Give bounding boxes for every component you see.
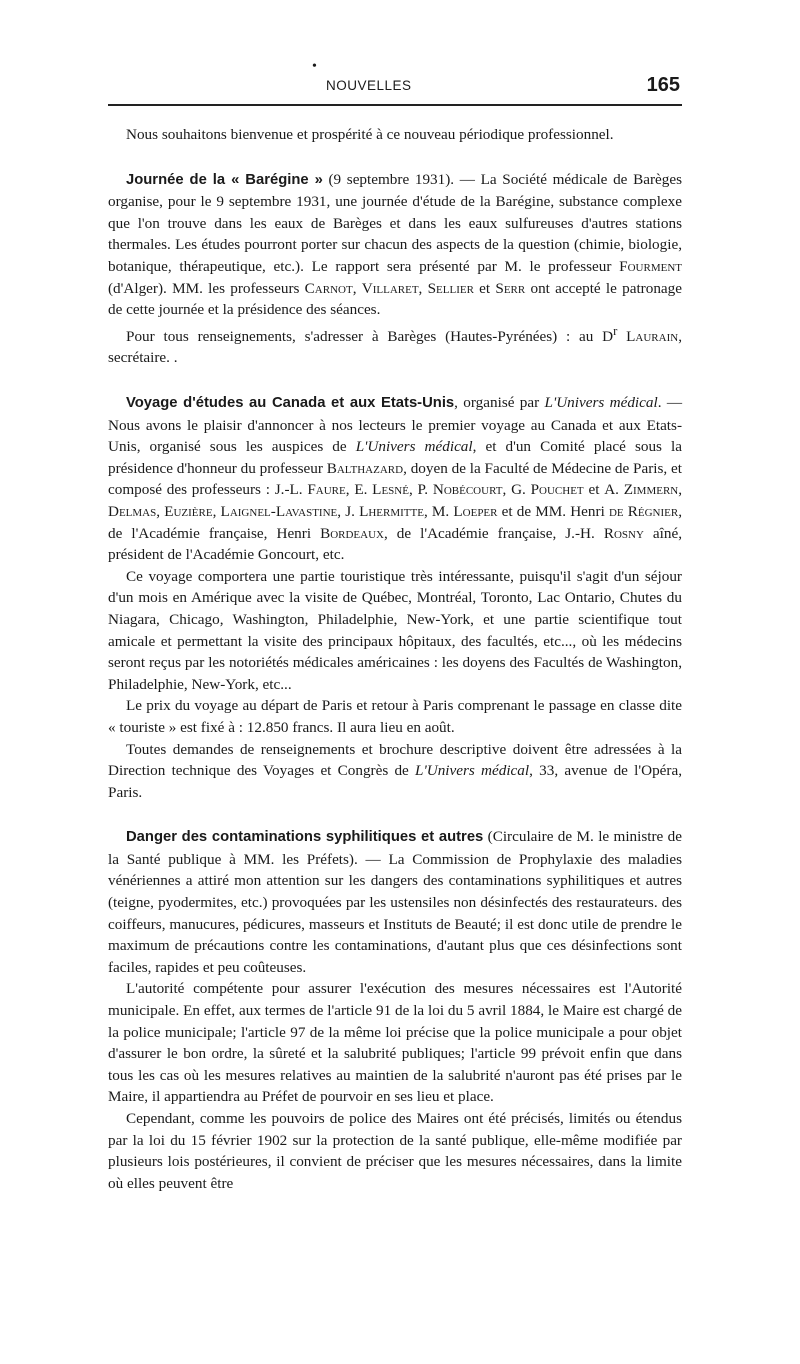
name-laurain: Laurain [626, 327, 679, 345]
baregine-text: Pour tous renseignements, s'adresser à Barèges (Hautes-Pyrénées) : au D [126, 327, 614, 345]
baregine-text: ont accepté le patronage de cette journée et la présidence des séances. [108, 279, 682, 319]
danger-paragraph-2: L'autorité compétente pour assurer l'exécution des mesures nécessaires est l'Autorité municipale. En effet, aux termes de l'article 91 de la loi du 5 avril 1884, le Maire est chargé de la police municipale; l'article 97 de la même loi précise que la police municipale a pour objet d'assurer le bon ordre, la sûreté et la salubrité publiques; l'article 99 prévoit enfin que dans tous les cas où les mesures relatives au maintien de la salubrité n'auront pas été prises par le Maire, il appartiendra au Préfet de pourvoir en ses lieu et place. [108, 980, 682, 1106]
danger-paragraph-3: Cependant, comme les pouvoirs de police des Maires ont été précisés, limités ou étendus par la loi du 15 février 1902 sur la protection de la santé publique, elle-même modifiée par plusieurs lois postérieures, il convient de préciser que les mesures nécessaires, dans la limite où elles peuvent être [108, 1110, 682, 1192]
voyage-text: et de MM. Henri [497, 502, 609, 520]
baregine-text: , secrétaire. . [108, 327, 682, 367]
voyage-text: , de l'Académie française, Henri [108, 502, 683, 542]
name-zimmern: A. Zimmern [604, 481, 679, 499]
name-lhermitte: J. Lhermitte [345, 502, 424, 520]
baregine-text: (d'Alger). MM. les professeurs [108, 279, 305, 297]
voyage-text: , 33, avenue de l'Opéra, Paris. [108, 762, 682, 801]
separator: , [212, 502, 221, 520]
separator: , [408, 481, 418, 499]
voyage-text: aîné, président de l'Académie Goncourt, etc. [108, 524, 683, 564]
header-rule [108, 104, 682, 106]
article-body [108, 124, 682, 1194]
name-villaret: Villaret [361, 279, 419, 297]
separator: , [352, 279, 362, 297]
univers-medical-ref: L'Univers médical [355, 438, 473, 456]
voyage-paragraph-3: Le prix du voyage au départ de Paris et retour à Paris comprenant le passage en classe dite « touriste » est fixé à : 12.850 francs. Il aura lieu en août. [108, 697, 682, 736]
voyage-paragraph-1 [108, 392, 682, 566]
voyage-text: Toutes demandes de renseignements et brochure descriptive doivent être adressées à la Direction technique des Voyages et Congrès de [108, 740, 682, 780]
name-fourment: Fourment [619, 257, 682, 275]
baregine-paragraph-2 [108, 321, 682, 369]
separator: , [678, 481, 683, 499]
name-lesne: E. Lesné [354, 481, 409, 499]
name-serr: Serr [495, 279, 526, 297]
separator: , [502, 481, 512, 499]
name-rosny: Rosny [603, 524, 644, 542]
univers-medical-ref: L'Univers médical [415, 762, 530, 780]
name-sellier: Sellier [427, 279, 474, 297]
name-faure: J.-L. Faure [274, 481, 346, 499]
separator: , [423, 502, 432, 520]
intro-paragraph: Nous souhaitons bienvenue et prospérité à ce nouveau périodique professionnel. [126, 126, 614, 143]
separator: , [337, 502, 346, 520]
separator: , [345, 481, 355, 499]
name-delmas: Delmas [108, 502, 157, 520]
name-laignel-lavastine: Laignel-Lavastine [220, 502, 338, 520]
voyage-text: , et d'un Comité placé sous la présidence d'honneur du professeur [108, 438, 682, 477]
baregine-text: (9 septembre 1931). — La Société médicale de Barèges organise, pour le 9 septembre 1931, une journée d'étude de la Barégine, substance complexe que l'on trouve dans les eaux de Barèges et dans les eaux sulfureuses d'autres stations thermales. Les études pourront porter sur chacun des aspects de la question (chimie, biologie, botanique, thérapeutique, etc.). Le rapport sera présenté par M. le professeur [108, 170, 682, 275]
page-number: 165 [646, 74, 680, 96]
separator: et [583, 481, 605, 499]
danger-text: (Circulaire de M. le ministre de la Santé publique à MM. les Préfets). — La Commission de Prophylaxie des maladies vénériennes a attiré mon attention sur les dangers des contaminations syphilitiques et autres (teigne, pyodermites, etc.) provoquées par les ustensiles non désinfectés des restaurateurs. des coiffeurs, manucures, pédicures, masseurs et Instituts de Beauté; il est donc utile de prendre le maximum de précautions contre les contaminations, d'autant plus que ces désinfections sont faciles, rapides et peu coûteuses. [108, 828, 683, 976]
voyage-text: . — Nous avons le plaisir d'annoncer à nos lecteurs le premier voyage au Canada et aux Etats-Unis, organisé sous les auspices de [108, 394, 683, 456]
separator: , [156, 502, 165, 520]
running-title: NOUVELLES [326, 78, 412, 93]
voyage-text: , doyen de la Faculté de Médecine de Paris, et composé des professeurs : [108, 459, 682, 499]
voyage-title: Voyage d'études au Canada et aux Etats-Unis [126, 395, 455, 411]
baregine-paragraph-1 [108, 169, 682, 321]
voyage-text: , organisé par [454, 394, 545, 411]
voyage-paragraph-2: Ce voyage comportera une partie touristique très intéressante, puisqu'il s'agit d'un séjour d'un mois en Amérique avec la visite de Québec, Montréal, Toronto, Lac Ontario, Chutes du Niagara, Chicago, Washington, Philadelphie, New-York, et une partie scientifique tout amicale et permettant la visite des principaux hôpitaux, des facultés, etc..., où les médecins seront reçus par les notoriétés médicales américaines : les doyens des Facultés de Washington, Philadelphie, New-York, etc... [108, 567, 682, 693]
page-header [108, 60, 682, 100]
danger-paragraph-1 [108, 826, 682, 978]
name-bordeaux: Bordeaux [320, 524, 384, 542]
voyage-paragraph-4 [108, 739, 682, 804]
doctor-abbrev-sup: r [613, 323, 618, 338]
danger-title: Danger des contaminations syphilitiques et autres [126, 829, 484, 846]
name-nobecourt: P. Nobécourt [417, 481, 503, 499]
name-regnier: de Régnier [608, 502, 679, 520]
name-loeper: M. Loeper [431, 502, 498, 520]
baregine-title: Journée de la « Barégine » [126, 171, 323, 188]
univers-medical-ref: L'Univers médical [544, 394, 658, 411]
name-balthazard: Balthazard [326, 459, 404, 477]
header-dot: • [312, 59, 317, 74]
voyage-text: , de l'Académie française, J.-H. [383, 524, 604, 542]
name-pouchet: G. Pouchet [511, 481, 584, 499]
baregine-text: et [473, 279, 496, 297]
name-euziere: Euzière [164, 502, 213, 520]
page [108, 0, 682, 1364]
name-carnot: Carnot [304, 279, 353, 297]
separator: , [418, 279, 428, 297]
separator [617, 328, 626, 345]
